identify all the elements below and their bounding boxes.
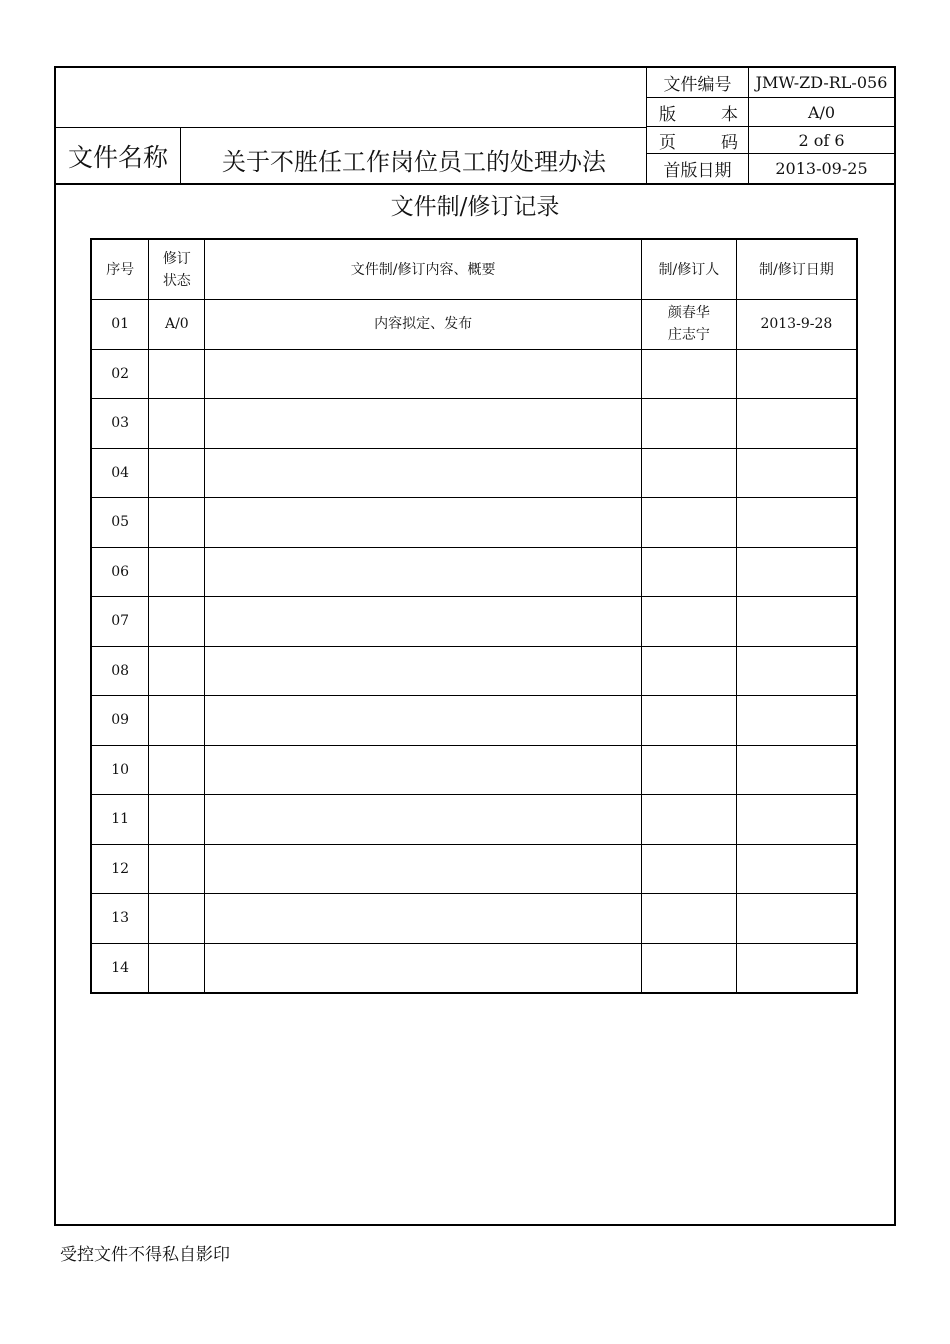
meta-key-page-char: 页 [659,132,676,153]
meta-value-first-date: 2013-09-25 [775,159,868,178]
meta-value-page: 2 of 6 [798,130,845,150]
cell-content [205,399,642,449]
cell-content [205,943,642,993]
cell-status [149,795,205,845]
meta-key-version-char: 本 [721,104,738,125]
cell-status: A/0 [149,300,205,350]
meta-row-version [647,98,894,127]
document-name-label: 文件名称 [56,128,181,183]
table-row [91,745,857,795]
cell-status [149,943,205,993]
cell-seq: 08 [91,646,149,696]
column-header-date: 制/修订日期 [736,239,857,300]
table-row [91,498,857,548]
table-row [91,399,857,449]
cell-person [641,300,736,350]
table-row [91,696,857,746]
cell-seq: 12 [91,844,149,894]
meta-key-doc-number: 文件编号 [647,68,749,97]
cell-person [641,943,736,993]
meta-row-first-date [647,154,894,183]
cell-person [641,399,736,449]
cell-status [149,498,205,548]
cell-status [149,547,205,597]
cell-date [736,547,857,597]
cell-person [641,448,736,498]
cell-date [736,943,857,993]
cell-person [641,498,736,548]
cell-content [205,696,642,746]
cell-status [149,597,205,647]
meta-row-doc-number [647,68,894,98]
meta-key-page-char: 码 [721,132,738,153]
column-header-content: 文件制/修订内容、概要 [205,239,642,300]
cell-person [641,547,736,597]
cell-content [205,547,642,597]
cell-person [641,646,736,696]
cell-date [736,399,857,449]
cell-date [736,597,857,647]
cell-content [205,498,642,548]
cell-status [149,448,205,498]
cell-content [205,745,642,795]
column-header-status-line: 状态 [162,272,191,289]
cell-seq: 04 [91,448,149,498]
table-row [91,844,857,894]
footer-note: 受控文件不得私自影印 [60,1245,230,1265]
table-row [91,300,857,350]
cell-person-line: 庄志宁 [667,327,710,344]
cell-seq: 10 [91,745,149,795]
cell-date [736,844,857,894]
table-row [91,646,857,696]
cell-date [736,795,857,845]
cell-content [205,844,642,894]
cell-status [149,646,205,696]
table-row [91,894,857,944]
cell-content [205,894,642,944]
cell-status [149,399,205,449]
revision-log-body [91,300,857,994]
cell-person [641,597,736,647]
cell-content [205,448,642,498]
document-frame [54,66,896,1226]
cell-seq: 07 [91,597,149,647]
cell-seq: 14 [91,943,149,993]
document-meta-table [646,68,894,183]
table-row [91,795,857,845]
cell-seq: 03 [91,399,149,449]
column-header-seq: 序号 [91,239,149,300]
cell-seq: 09 [91,696,149,746]
revision-log-table [90,238,858,994]
cell-date [736,894,857,944]
cell-content [205,795,642,845]
section-title: 文件制/修订记录 [390,194,560,220]
meta-value-doc-number: JMW-ZD-RL-056 [755,73,888,92]
cell-person [641,844,736,894]
document-name-bar [56,127,646,183]
cell-person [641,894,736,944]
cell-person [641,349,736,399]
cell-content: 内容拟定、发布 [205,300,642,350]
meta-row-page [647,127,894,154]
cell-date [736,696,857,746]
cell-content [205,349,642,399]
cell-status [149,745,205,795]
meta-key-page [647,127,749,153]
cell-date [736,349,857,399]
cell-seq: 11 [91,795,149,845]
cell-date [736,745,857,795]
cell-person-line: 颜春华 [667,305,710,322]
table-row [91,547,857,597]
meta-key-version [647,98,749,126]
cell-person [641,696,736,746]
column-header-status-line: 修订 [162,250,191,267]
cell-seq: 06 [91,547,149,597]
cell-person [641,795,736,845]
cell-date: 2013-9-28 [736,300,857,350]
table-row [91,943,857,993]
table-header-row [91,239,857,300]
table-row [91,448,857,498]
cell-seq: 13 [91,894,149,944]
cell-status [149,844,205,894]
column-header-status [149,239,205,300]
meta-key-version-char: 版 [659,104,676,125]
cell-date [736,448,857,498]
cell-status [149,696,205,746]
cell-seq: 01 [91,300,149,350]
table-row [91,349,857,399]
column-header-person: 制/修订人 [641,239,736,300]
cell-person [641,745,736,795]
cell-content [205,597,642,647]
table-row [91,597,857,647]
document-name-value: 关于不胜任工作岗位员工的处理办法 [222,148,606,176]
cell-seq: 02 [91,349,149,399]
cell-status [149,349,205,399]
cell-date [736,498,857,548]
cell-date [736,646,857,696]
cell-content [205,646,642,696]
meta-key-first-date: 首版日期 [647,154,749,183]
cell-seq: 05 [91,498,149,548]
document-header [56,68,894,185]
cell-status [149,894,205,944]
meta-value-version: A/0 [807,102,836,122]
